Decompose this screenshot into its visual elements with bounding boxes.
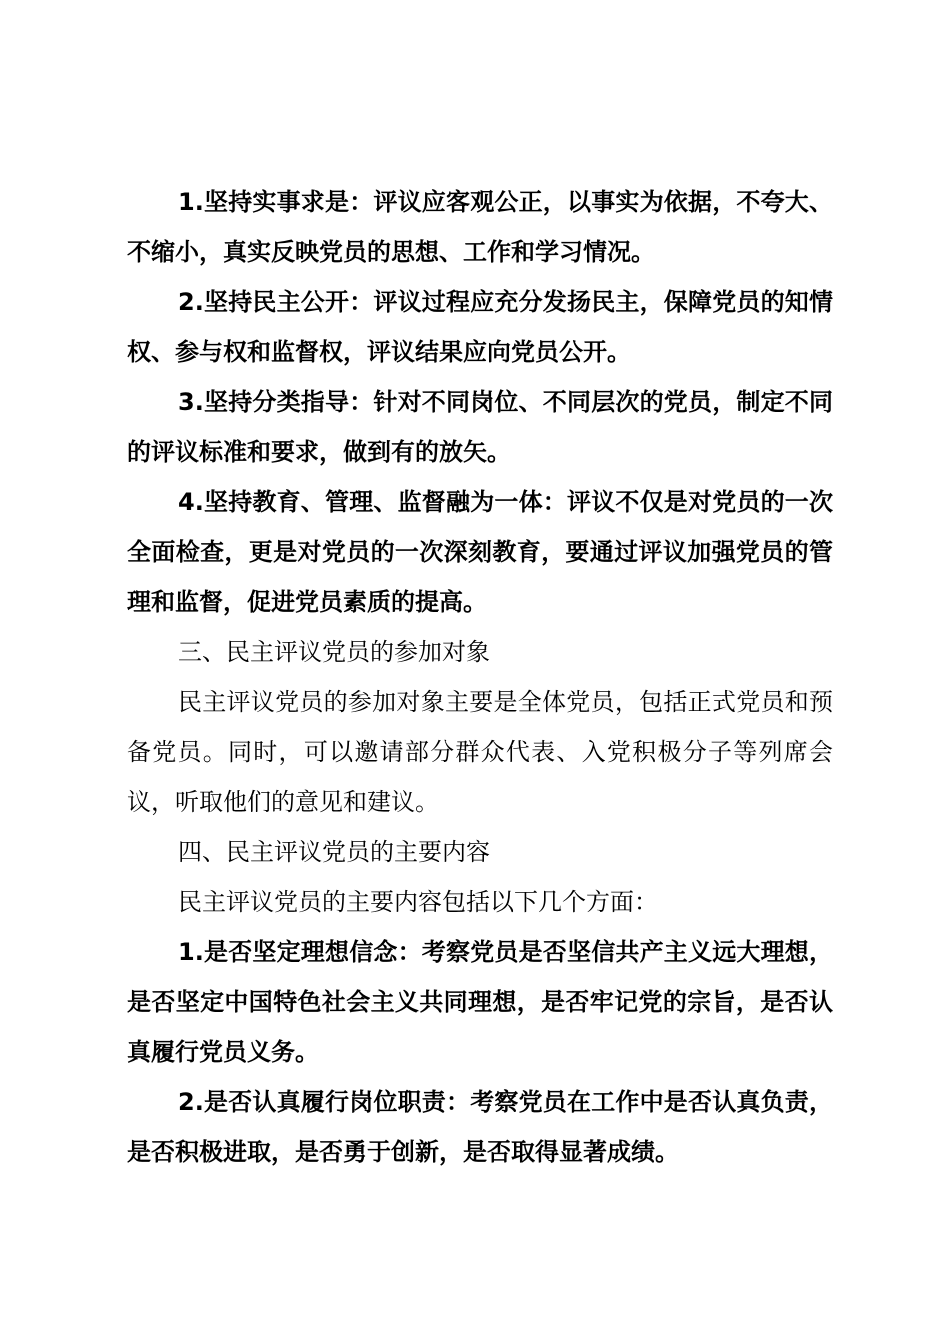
principle-seek-truth: 1.坚持实事求是：评议应客观公正，以事实为依据，不夸大、不缩小，真实反映党员的思想、工作和学习情况。 xyxy=(127,188,833,266)
document-body xyxy=(127,177,833,1177)
content-item-ideals: 1.是否坚定理想信念：考察党员是否坚信共产主义远大理想，是否坚定中国特色社会主义共同理想，是否牢记党的宗旨，是否认真履行党员义务。 xyxy=(127,938,833,1066)
principle-integration: 4.坚持教育、管理、监督融为一体：评议不仅是对党员的一次全面检查，更是对党员的一次深刻教育，要通过评议加强党员的管理和监督，促进党员素质的提高。 xyxy=(127,488,833,616)
content-item-duties: 2.是否认真履行岗位职责：考察党员在工作中是否认真负责，是否积极进取，是否勇于创新，是否取得显著成绩。 xyxy=(127,1088,833,1166)
principle-classified-guidance: 3.坚持分类指导：针对不同岗位、不同层次的党员，制定不同的评议标准和要求，做到有的放矢。 xyxy=(127,388,833,466)
content-intro-paragraph: 民主评议党员的主要内容包括以下几个方面： xyxy=(178,888,658,916)
section-heading-content: 四、民主评议党员的主要内容 xyxy=(178,838,490,866)
participants-paragraph: 民主评议党员的参加对象主要是全体党员，包括正式党员和预备党员。同时，可以邀请部分群众代表、入党积极分子等列席会议，听取他们的意见和建议。 xyxy=(127,688,833,816)
section-heading-participants: 三、民主评议党员的参加对象 xyxy=(178,638,490,666)
principle-democracy-openness: 2.坚持民主公开：评议过程应充分发扬民主，保障党员的知情权、参与权和监督权，评议结果应向党员公开。 xyxy=(127,288,833,366)
